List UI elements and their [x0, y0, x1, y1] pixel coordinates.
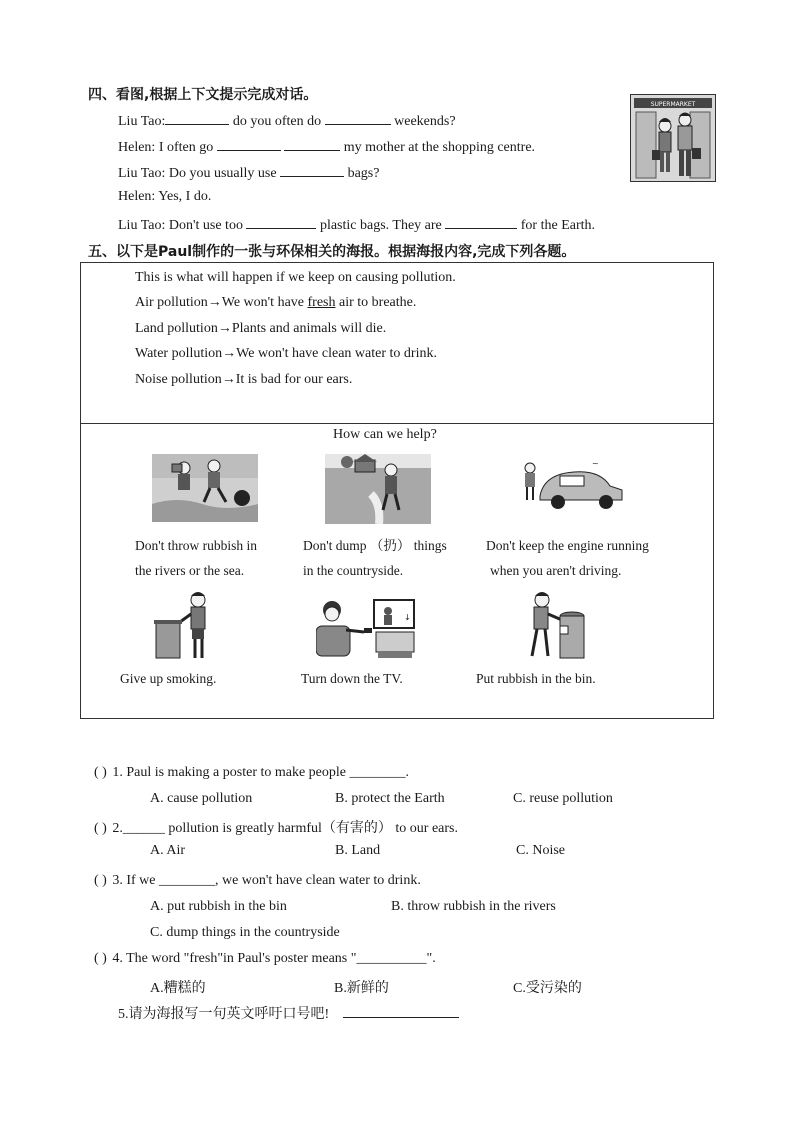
question-2 [94, 817, 458, 837]
poster-effect-water [135, 346, 437, 362]
dialogue-text: Liu Tao: Don't use too [118, 218, 247, 233]
q1-option-c[interactable]: C. reuse pollution [513, 791, 613, 806]
slogan-blank[interactable] [343, 1004, 459, 1018]
help-title: How can we help? [333, 427, 437, 442]
effect-label: Land pollution [135, 321, 218, 336]
poster-intro: This is what will happen if we keep on causing pollution. [135, 270, 456, 285]
q1-option-b[interactable]: B. protect the Earth [335, 791, 445, 806]
dialogue-text: Helen: I often go [118, 140, 217, 155]
answer-paren[interactable]: ( ) [94, 951, 107, 966]
answer-blank[interactable] [280, 163, 344, 177]
throw-rubbish-illustration [152, 454, 258, 522]
question-text: 3. If we ________, we won't have clean water to drink. [112, 873, 421, 888]
q4-option-c[interactable]: C.受污染的 [513, 981, 582, 996]
tip-5: Turn down the TV. [301, 671, 403, 686]
question-text: 4. The word "fresh"in Paul's poster means "__________". [112, 951, 436, 966]
answer-blank[interactable] [217, 137, 281, 151]
effect-text: air to breathe. [335, 295, 417, 310]
section5-heading: 五、以下是Paul制作的一张与环保相关的海报。根据海报内容,完成下列各题。 [88, 244, 576, 260]
poster-effect-air [135, 295, 416, 311]
effect-text: We won't have [221, 295, 308, 310]
tip-1 [135, 533, 257, 583]
effect-text: We won't have clean water to drink. [236, 346, 437, 361]
dump-countryside-illustration [325, 454, 431, 524]
effect-label: Noise pollution [135, 372, 222, 387]
answer-blank[interactable] [165, 111, 229, 125]
dialogue-text: for the Earth. [517, 218, 596, 233]
tip-line: in the countryside. [303, 563, 404, 578]
car-engine-illustration [518, 456, 626, 514]
answer-blank[interactable] [445, 215, 517, 229]
arrow-icon: → [222, 346, 237, 361]
svg-text:↓: ↓ [404, 613, 411, 622]
store-sign: SUPERMARKET [650, 101, 696, 108]
q4-option-b[interactable]: B.新鲜的 [334, 981, 389, 996]
dialogue-text: Liu Tao: Do you usually use [118, 166, 281, 181]
dialogue-line-1 [118, 111, 456, 130]
turn-down-tv-illustration [316, 598, 416, 660]
answer-paren[interactable]: ( ) [94, 821, 107, 836]
poster-effect-noise [135, 372, 352, 388]
rubbish-bin-illustration [520, 590, 586, 660]
tip-6: Put rubbish in the bin. [476, 671, 596, 686]
effect-text: It is bad for our ears. [235, 372, 353, 387]
question-text: 2.______ pollution is greatly harmful（有害的） to our ears. [112, 821, 459, 836]
question-4 [94, 951, 436, 967]
q3-option-b[interactable]: B. throw rubbish in the rivers [391, 899, 556, 914]
answer-blank[interactable] [246, 215, 316, 229]
q4-option-a[interactable]: A.糟糕的 [150, 981, 206, 996]
dialogue-text: my mother at the shopping centre. [340, 140, 536, 155]
answer-blank[interactable] [284, 137, 340, 151]
dialogue-text: Liu Tao: [118, 114, 166, 129]
dialogue-text: plastic bags. They are [316, 218, 446, 233]
underlined-word: fresh [307, 295, 336, 310]
give-up-smoking-illustration [152, 588, 224, 660]
effect-label: Air pollution [135, 295, 208, 310]
dialogue-text: do you often do [229, 114, 325, 129]
arrow-icon: → [217, 321, 232, 336]
tip-3 [486, 533, 649, 583]
arrow-icon: → [207, 295, 222, 310]
question-text: 1. Paul is making a poster to make people ________. [112, 765, 410, 780]
effect-text: Plants and animals will die. [231, 321, 387, 336]
tip-line: Don't throw rubbish in [135, 538, 258, 553]
tip-line: the rivers or the sea. [135, 563, 245, 578]
q3-option-a[interactable]: A. put rubbish in the bin [150, 899, 287, 914]
svg-text:~: ~ [592, 459, 599, 468]
poster-divider [80, 423, 714, 424]
q2-option-a[interactable]: A. Air [150, 843, 185, 858]
q3-option-c[interactable]: C. dump things in the countryside [150, 925, 340, 940]
poster-effect-land [135, 321, 386, 337]
q2-option-c[interactable]: C. Noise [516, 843, 565, 858]
tip-line: when you aren't driving. [490, 563, 622, 578]
tip-4: Give up smoking. [120, 671, 217, 686]
question-text: 5.请为海报写一句英文呼吁口号吧! [118, 1007, 330, 1022]
effect-label: Water pollution [135, 346, 223, 361]
dialogue-text: bags? [344, 166, 380, 181]
section4-heading: 四、看图,根据上下文提示完成对话。 [88, 87, 318, 103]
answer-blank[interactable] [325, 111, 391, 125]
dialogue-line-5 [118, 215, 595, 234]
dialogue-line-4: Helen: Yes, I do. [118, 189, 212, 204]
question-5 [118, 1003, 459, 1023]
question-1 [94, 765, 409, 781]
dialogue-line-3 [118, 163, 379, 182]
arrow-icon: → [221, 372, 236, 387]
shopping-centre-illustration [630, 94, 716, 182]
answer-paren[interactable]: ( ) [94, 765, 107, 780]
q2-option-b[interactable]: B. Land [335, 843, 381, 858]
question-3 [94, 873, 421, 889]
tip-line: Don't keep the engine running [486, 538, 649, 553]
answer-paren[interactable]: ( ) [94, 873, 107, 888]
q1-option-a[interactable]: A. cause pollution [150, 791, 253, 806]
dialogue-line-2 [118, 137, 535, 156]
dialogue-text: weekends? [390, 114, 456, 129]
tip-2 [303, 533, 447, 583]
tip-line: Don't dump （扔） things [303, 538, 447, 553]
